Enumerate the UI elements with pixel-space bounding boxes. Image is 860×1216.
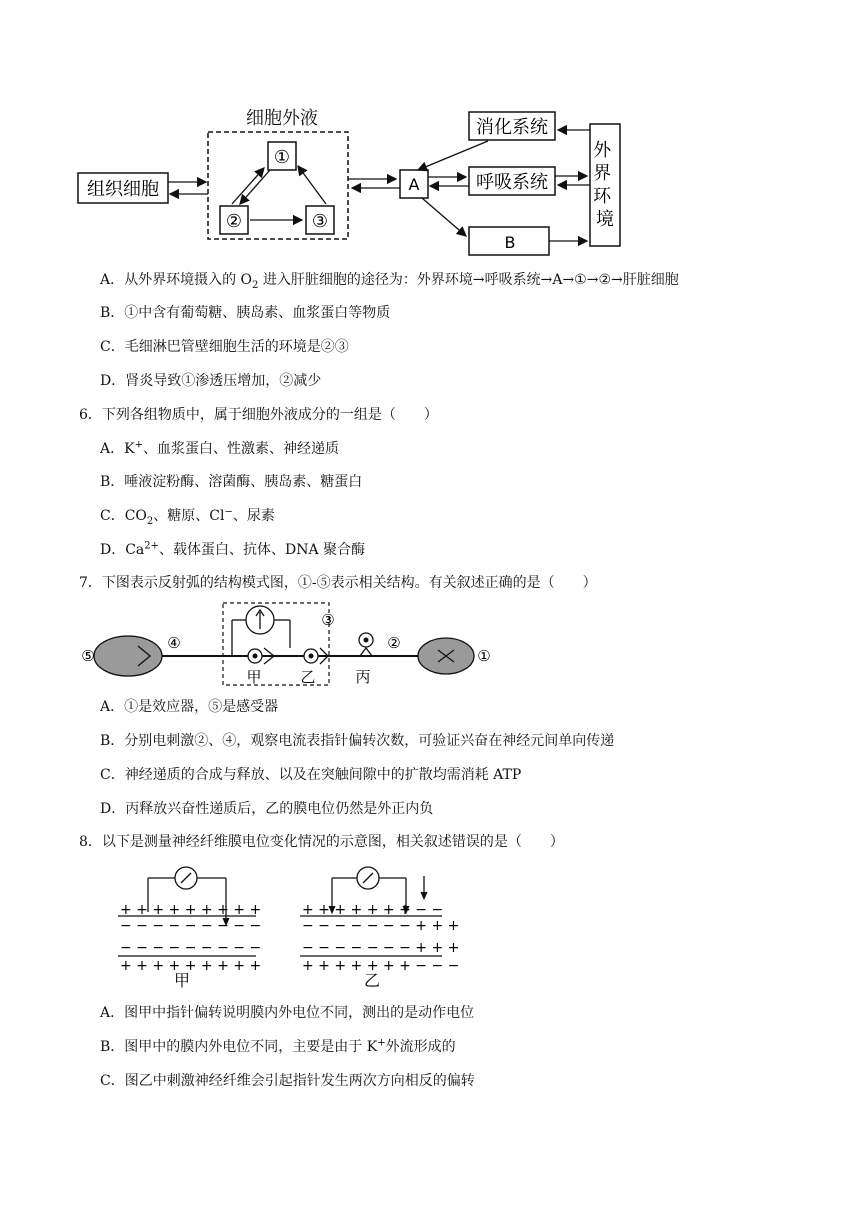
membrane-potential-diagram [110,858,460,988]
q8-option-b: B．图甲中的膜内外电位不同，主要是由于 K+外流形成的 [100,1037,456,1055]
jia-inner-top: − − − − − − − − − [120,918,262,934]
yi-inner-top: − − − − − − − + + + [302,918,460,934]
external-environment-label: 外 界 环 境 [593,140,614,230]
node-1-label: ① [273,147,291,168]
label-4: ④ [167,634,181,652]
jia-label: 甲 [173,971,191,988]
internal-environment-diagram [70,100,630,260]
jia-outer-bottom: + + + + + + + + + [120,958,262,974]
label-2: ② [387,634,401,652]
q6-option-d: D．$Ca^{2+}$、载体蛋白、抗体、DNA 聚合酶 [100,540,366,558]
yi-outer-bottom: + + + + + + + − − − [302,958,460,974]
label-jia: 甲 [246,668,262,686]
label-1: ① [477,647,491,665]
tissue-cell-label: 组织细胞 [87,179,159,200]
yi-outer-top: + + + + + + + − − [302,902,444,918]
respiratory-system-label: 呼吸系统 [476,172,548,193]
yi-inner-bottom: − − − − − − − + + + [302,940,460,956]
q6-option-a: A．K+、血浆蛋白、性激素、神经递质 [100,439,339,457]
yi-label: 乙 [363,971,381,988]
q7-option-c: C．神经递质的合成与释放、以及在突触间隙中的扩散均需消耗 ATP [100,767,522,783]
label-yi: 乙 [300,668,316,686]
q5-option-b: B．①中含有葡萄糖、胰岛素、血浆蛋白等物质 [100,305,391,321]
label-3: ③ [321,611,335,629]
q5-option-c: C．毛细淋巴管壁细胞生活的环境是②③ [100,339,349,355]
digestive-system-label: 消化系统 [476,117,548,138]
q7-stem: 7．下图表示反射弧的结构模式图，①-⑤表示相关结构。有关叙述正确的是（ ） [79,575,597,591]
q6-option-c: C．$CO_2$、糖原、Cl−、尿素 [100,506,275,527]
q8-option-a: A．图甲中指针偏转说明膜内外电位不同，测出的是动作电位 [100,1005,475,1021]
q6-option-b: B．唾液淀粉酶、溶菌酶、胰岛素、糖蛋白 [100,474,363,490]
q8-option-c: C．图乙中刺激神经纤维会引起指针发生两次方向相反的偏转 [100,1073,475,1089]
jia-outer-top: + + + + + + + + + [120,902,262,918]
jia-inner-bottom: − − − − − − − − − [120,940,262,956]
label-5: ⑤ [81,647,95,665]
extracellular-fluid-title: 细胞外液 [246,108,318,129]
node-b-label: B [504,233,516,252]
q5-option-d: D．肾炎导致①渗透压增加，②减少 [100,373,322,389]
structure-5-oval [94,636,162,676]
q6-stem: 6．下列各组物质中，属于细胞外液成分的一组是（ ） [79,407,438,423]
label-bing: 丙 [355,668,371,686]
q7-option-d: D．丙释放兴奋性递质后，乙的膜电位仍然是外正内负 [100,801,434,817]
q7-option-b: B．分别电刺激②、④，观察电流表指针偏转次数，可验证兴奋在神经元间单向传递 [100,733,615,749]
reflex-arc-diagram [76,598,506,690]
node-3-label: ③ [311,211,329,232]
q7-option-a: A．①是效应器，⑤是感受器 [100,699,279,715]
node-a-label: A [408,175,420,194]
q5-option-a: A．从外界环境摄入的 $O_2$ 进入肝脏细胞的途径为：外界环境→呼吸系统→A→①→②→肝脏细胞 [100,272,679,291]
q8-stem: 8．以下是测量神经纤维膜电位变化情况的示意图，相关叙述错误的是（ ） [79,834,564,850]
node-2-label: ② [225,211,243,232]
